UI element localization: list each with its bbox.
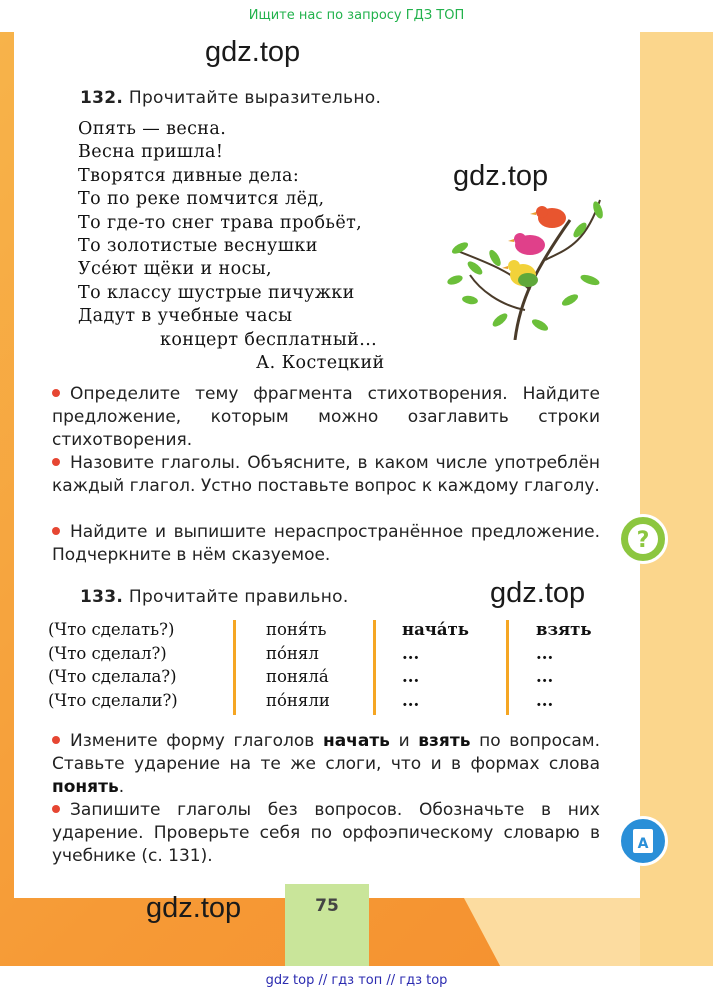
bullet-icon <box>52 458 60 466</box>
table-cell: ... <box>536 690 554 710</box>
instruction-item <box>52 521 600 567</box>
watermark: gdz.top <box>146 892 242 924</box>
dictionary-icon-glyph <box>621 819 665 863</box>
poem-line: Опять — весна. <box>78 119 227 139</box>
poem-line: То по реке помчится лёд, <box>78 189 325 210</box>
table-cell: (Что сделать?) <box>48 620 175 639</box>
poem-line: концерт бесплатный... <box>160 329 378 350</box>
bullet-icon <box>52 805 60 813</box>
vzyat-column <box>536 618 592 712</box>
poem-author: А. Костецкий <box>256 353 385 374</box>
bullet-icon <box>52 527 60 535</box>
instruction-text: Определите тему фрагмента стихотворения. Найдите предложение, которым можно озаглавить строки стихотворения. <box>52 384 600 450</box>
instruction-text: Измените форму глаголов <box>70 731 323 751</box>
table-cell: ... <box>402 690 420 710</box>
top-banner[interactable]: Ищите нас по запросу ГДЗ ТОП <box>248 8 465 23</box>
table-cell: поня́ть <box>266 620 327 639</box>
table-cell: взять <box>536 620 592 639</box>
svg-text:A: A <box>637 836 649 852</box>
keyword: взять <box>418 731 471 751</box>
poem <box>78 118 385 375</box>
bullet-icon <box>52 389 60 397</box>
table-cell: по́няли <box>266 690 330 710</box>
instruction-text: Найдите и выпишите нераспространённое предложение. Подчеркните в нём сказуемое. <box>52 522 600 565</box>
instruction-item <box>52 452 600 498</box>
task-number: 133. <box>80 587 124 607</box>
table-cell: ... <box>402 667 420 686</box>
keyword: начать <box>322 731 390 751</box>
task-number: 132. <box>80 88 124 108</box>
table-cell: ... <box>402 643 420 663</box>
instruction-item <box>52 799 600 868</box>
task-133-heading <box>80 587 349 607</box>
poem-line: То где-то снег трава пробьёт, <box>78 212 363 233</box>
poem-line: Усéют щёки и носы, <box>78 259 272 280</box>
instruction-text: Запишите глаголы без вопросов. Обозначьте в них ударение. Проверьте себя по орфоэпическому словарю в учебнике (с. 131). <box>52 800 600 866</box>
poem-line: То классу шустрые пичужки <box>78 282 355 303</box>
ponyat-column <box>266 618 330 712</box>
task-title: Прочитайте выразительно. <box>128 88 382 108</box>
table-cell: ... <box>536 643 554 663</box>
watermark: gdz.top <box>453 160 549 192</box>
poem-line: То золотистые веснушки <box>78 236 318 257</box>
instruction-text: по вопросам. Ставьте ударение на те же слоги, что и в формах слова <box>52 731 600 774</box>
bullet-icon <box>52 736 60 744</box>
instruction-item <box>52 383 600 452</box>
table-cell: ... <box>536 667 554 686</box>
table-cell: (Что сделал?) <box>48 643 167 663</box>
bottom-banner[interactable]: gdz top // гдз топ // гдз top <box>0 966 713 998</box>
questions-column <box>48 618 178 712</box>
task-132-heading <box>80 88 381 108</box>
table-cell: поняла́ <box>266 667 329 686</box>
question-icon[interactable] <box>618 514 668 564</box>
table-cell: по́нял <box>266 643 319 663</box>
question-icon-glyph <box>621 517 665 561</box>
instruction-item <box>52 730 600 799</box>
watermark: gdz.top <box>205 36 301 68</box>
nachat-column <box>402 618 469 712</box>
birds-on-branch-illustration <box>440 190 610 340</box>
table-cell: нача́ть <box>402 620 469 639</box>
verb-forms-table <box>48 618 608 718</box>
table-cell: (Что сделали?) <box>48 690 178 710</box>
keyword: понять <box>52 777 119 797</box>
page-number: 75 <box>285 884 369 966</box>
dictionary-icon[interactable] <box>618 816 668 866</box>
task-title: Прочитайте правильно. <box>128 587 349 607</box>
poem-line: Дадут в учебные часы <box>78 306 293 327</box>
svg-text:?: ? <box>636 528 650 553</box>
instruction-text: и <box>389 731 419 751</box>
instruction-text: . <box>118 777 125 797</box>
watermark: gdz.top <box>490 577 586 609</box>
table-cell: (Что сделала?) <box>48 667 177 686</box>
poem-line: Творятся дивные дела: <box>78 165 300 186</box>
poem-line: Весна пришла! <box>78 142 224 163</box>
instruction-text: Назовите глаголы. Объясните, в каком числе употреблён каждый глагол. Устно поставьте вопрос к каждому глаголу. <box>52 453 600 496</box>
